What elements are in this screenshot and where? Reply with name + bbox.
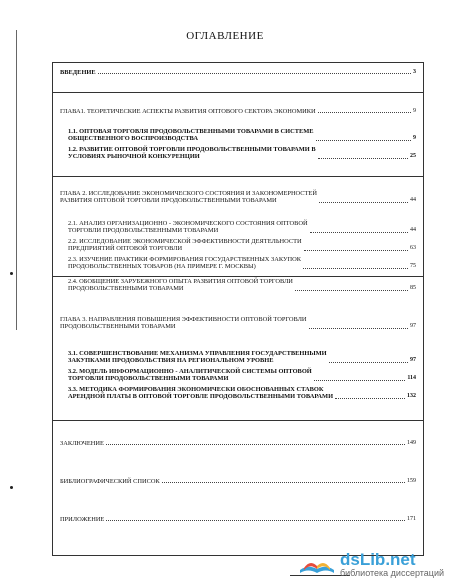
toc-leader-dots [303, 268, 408, 269]
toc-entry-title: 3.2. МОДЕЛЬ ИНФОРМАЦИОННО - АНАЛИТИЧЕСКОЙ СИСТЕМЫ ОПТОВОЙ ТОРГОВЛИ ПРОДОВОЛЬСТВЕННЫМИ ТОВАРАМИ [68, 368, 312, 383]
toc-entry[interactable] [60, 516, 416, 523]
toc-leader-dots [295, 290, 408, 291]
toc-leader-dots [98, 73, 411, 74]
toc-entry-title: 2.3. ИЗУЧЕНИЕ ПРАКТИКИ ФОРМИРОВАНИЯ ГОСУДАРСТВЕННЫХ ЗАКУПОК ПРОДОВОЛЬСТВЕННЫХ ТОВАРОВ (НА ПРИМЕРЕ Г. МОСКВЫ) [68, 256, 301, 271]
toc-entry[interactable] [60, 440, 416, 447]
toc-entry-page: 44 [410, 227, 416, 234]
toc-entry-page: 171 [407, 516, 416, 522]
binding-hole [10, 272, 13, 275]
toc-entry-page: 85 [410, 285, 416, 292]
toc-entry-page: 3 [413, 69, 416, 75]
toc-leader-dots [318, 158, 408, 159]
toc-leader-dots [318, 112, 411, 113]
toc-leader-dots [162, 482, 405, 483]
toc-leader-dots [106, 444, 405, 445]
toc-divider [52, 276, 424, 277]
toc-entry[interactable] [60, 108, 416, 115]
toc-entry[interactable] [68, 238, 416, 253]
toc-entry[interactable] [68, 278, 416, 293]
toc-entry-title: ЗАКЛЮЧЕНИЕ [60, 440, 104, 447]
toc-entry-page: 44 [410, 197, 416, 204]
binding-line [16, 30, 17, 330]
toc-entry[interactable] [60, 190, 416, 205]
toc-entry-title: ПРИЛОЖЕНИЕ [60, 516, 105, 523]
toc-entry-title: ГЛАВА 3. НАПРАВЛЕНИЯ ПОВЫШЕНИЯ ЭФФЕКТИВНОСТИ ОПТОВОЙ ТОРГОВЛИ ПРОДОВОЛЬСТВЕННЫМИ ТОВАРАМИ [60, 316, 307, 331]
toc-divider [52, 176, 424, 177]
watermark-subtitle: библиотека диссертаций [339, 568, 444, 578]
toc-entry-title: 3.3. МЕТОДИКА ФОРМИРОВАНИЯ ЭКОНОМИЧЕСКИ ОБОСНОВАННЫХ СТАВОК АРЕНДНОЙ ПЛАТЫ В ОПТОВОЙ ТОРГОВЛЕ ПРОДОВОЛЬСТВЕННЫМИ ТОВАРАМИ [68, 386, 334, 401]
toc-entry-title: 1.2. РАЗВИТИЕ ОПТОВОЙ ТОРГОВЛИ ПРОДОВОЛЬСТВЕННЫМИ ТОВАРАМИ В УСЛОВИЯХ РЫНОЧНОЙ КОНКУРЕНЦИИ [68, 146, 316, 161]
toc-entry-page: 25 [410, 153, 416, 160]
toc-entry[interactable] [60, 69, 416, 76]
toc-entry-page: 114 [407, 375, 416, 382]
toc-entry-page: 9 [413, 135, 416, 142]
toc-entry-page: 9 [413, 108, 416, 114]
toc-entry-page: 97 [410, 357, 416, 364]
books-logo-icon [298, 554, 336, 576]
toc-divider [52, 420, 424, 421]
toc-entry-title: 1.1. ОПТОВАЯ ТОРГОВЛЯ ПРОДОВОЛЬСТВЕННЫМИ ТОВАРАМИ В СИСТЕМЕ ОБЩЕСТВЕННОГО ВОСПРОИЗВОДСТВА [68, 128, 314, 143]
toc-entry-title: 2.4. ОБОБЩЕНИЕ ЗАРУБЕЖНОГО ОПЫТА РАЗВИТИЯ ОПТОВОЙ ТОРГОВЛИ ПРОДОВОЛЬСТВЕННЫМИ ТОВАРАМИ [68, 278, 293, 293]
toc-entry-title: ВВЕДЕНИЕ [60, 69, 96, 76]
toc-leader-dots [310, 232, 408, 233]
toc-entry[interactable] [68, 128, 416, 143]
toc-leader-dots [304, 250, 408, 251]
toc-entry[interactable] [68, 350, 416, 365]
toc-leader-dots [314, 380, 406, 381]
toc-entry-title: БИБЛИОГРАФИЧЕСКИЙ СПИСОК [60, 478, 160, 485]
toc-entry-page: 159 [407, 478, 416, 484]
toc-leader-dots [309, 328, 408, 329]
toc-entry-page: 63 [410, 245, 416, 252]
toc-entry-page: 132 [407, 393, 416, 400]
toc-leader-dots [316, 140, 411, 141]
toc-entry[interactable] [68, 386, 416, 401]
toc-divider [52, 92, 424, 93]
watermark-brand: dsLib.net [339, 550, 416, 569]
toc-entry[interactable] [60, 316, 416, 331]
toc-entry[interactable] [68, 146, 416, 161]
toc-leader-dots [106, 520, 405, 521]
page-title: ОГЛАВЛЕНИЕ [186, 30, 264, 42]
watermark-text [340, 551, 444, 578]
toc-leader-dots [335, 398, 405, 399]
toc-leader-dots [319, 202, 408, 203]
toc-entry[interactable] [68, 368, 416, 383]
toc-entry-page: 97 [410, 323, 416, 330]
toc-entry-title: ГЛАВА1. ТЕОРЕТИЧЕСКИЕ АСПЕКТЫ РАЗВИТИЯ ОПТОВОГО СЕКТОРА ЭКОНОМИКИ [60, 108, 316, 115]
toc-entry[interactable] [60, 478, 416, 485]
toc-entry-title: 3.1. СОВЕРШЕНСТВОВАНИЕ МЕХАНИЗМА УПРАВЛЕНИЯ ГОСУДАРСТВЕННЫМИ ЗАКУПКАМИ ПРОДОВОЛЬСТВИЯ НА РЕГИОНАЛЬНОМ УРОВНЕ [68, 350, 327, 365]
toc-entry[interactable] [68, 220, 416, 235]
toc-entry-title: 2.1. АНАЛИЗ ОРГАНИЗАЦИОННО - ЭКОНОМИЧЕСКОГО СОСТОЯНИЯ ОПТОВОЙ ТОРГОВЛИ ПРОДОВОЛЬСТВЕННЫМИ ТОВАРАМИ [68, 220, 308, 235]
toc-entry-title: ГЛАВА 2. ИССЛЕДОВАНИЕ ЭКОНОМИЧЕСКОГО СОСТОЯНИЯ И ЗАКОНОМЕРНОСТЕЙ РАЗВИТИЯ ОПТОВОЙ ТОРГОВЛИ ПРОДОВОЛЬСТВЕННЫМИ ТОВАРАМИ [60, 190, 317, 205]
watermark[interactable] [298, 551, 444, 578]
toc-entry[interactable] [68, 256, 416, 271]
toc-entry-title: 2.2. ИССЛЕДОВАНИЕ ЭКОНОМИЧЕСКОЙ ЭФФЕКТИВНОСТИ ДЕЯТЕЛЬНОСТИ ПРЕДПРИЯТИЙ ОПТОВОЙ ТОРГОВЛИ [68, 238, 302, 253]
toc-entry-page: 75 [410, 263, 416, 270]
toc-entry-page: 149 [407, 440, 416, 446]
toc-leader-dots [329, 362, 408, 363]
binding-hole [10, 486, 13, 489]
